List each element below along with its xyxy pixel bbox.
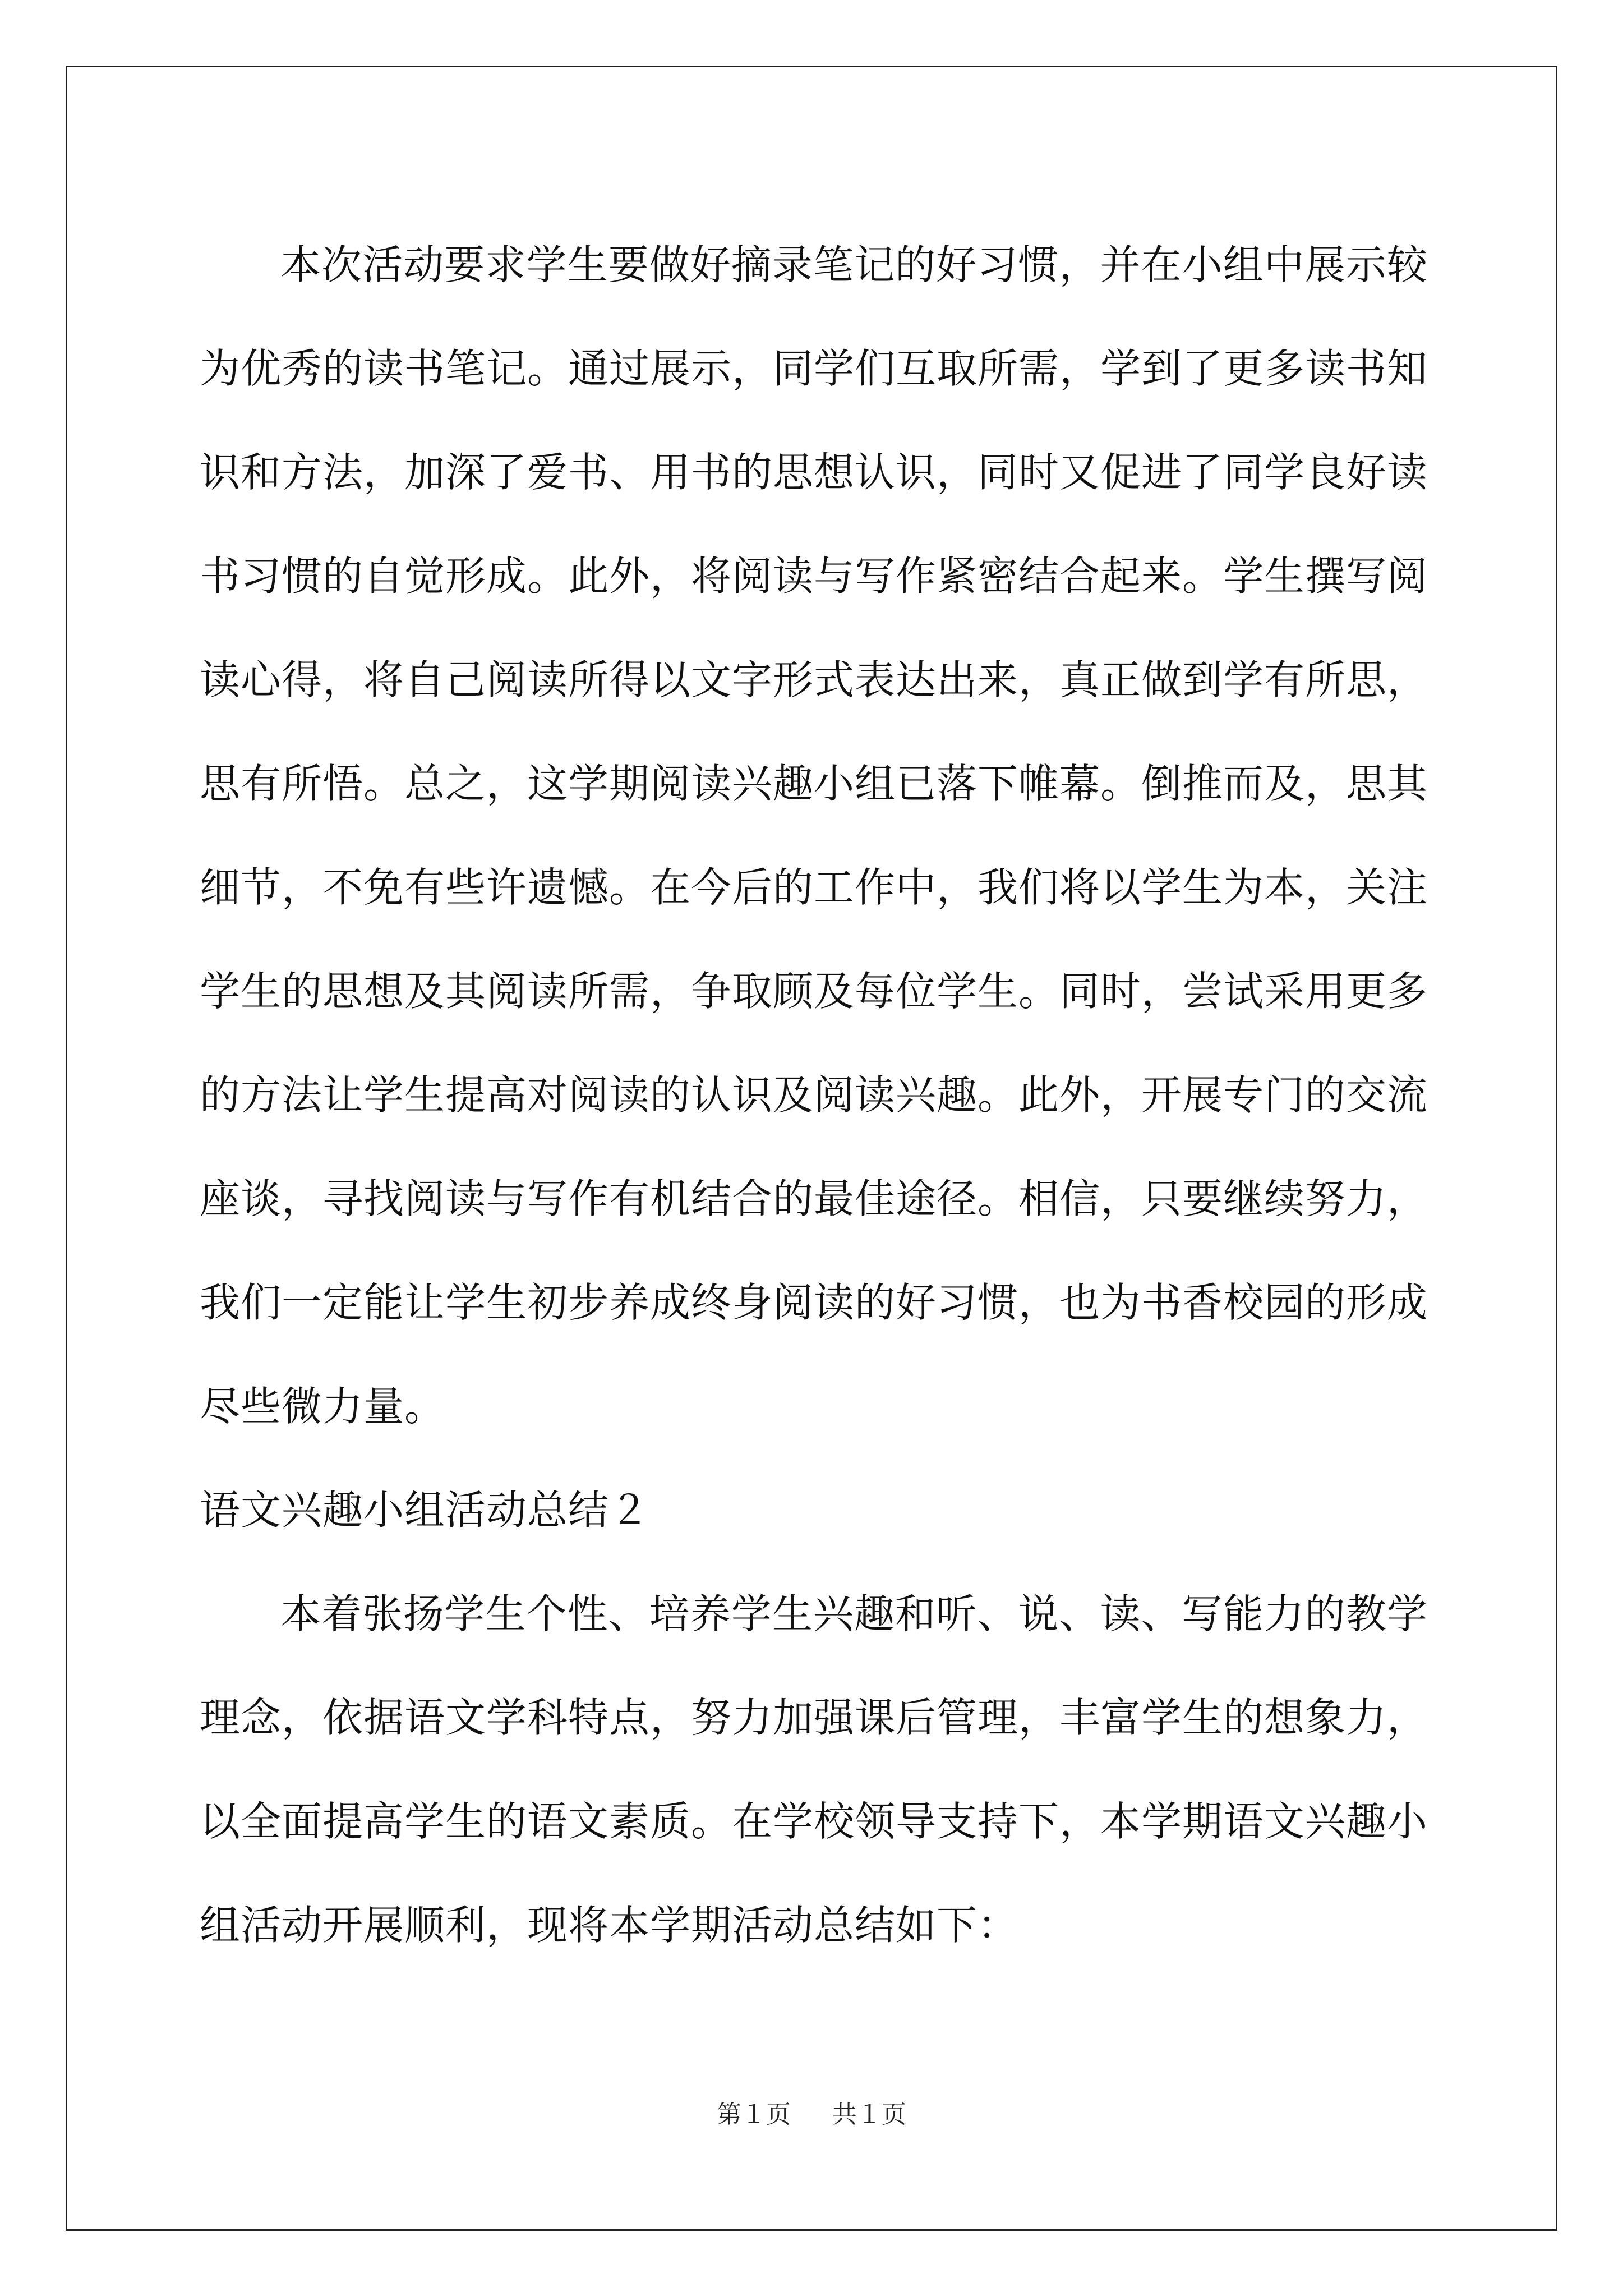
section-heading: 语文兴趣小组活动总结２ [200, 1487, 651, 1534]
page-total: 共１页 [832, 2100, 906, 2129]
page-footer [0, 2098, 1623, 2132]
body-paragraph-2: 本着张扬学生个性、培养学生兴趣和听、说、读、写能力的教学理念，依据语文学科特点，努力加强课后管理，丰富学生的想象力，以全面提高学生的语文素质。在学校领导支持下，本学期语文兴趣小组活动开展顺利，现将本学期活动总结如下： [200, 1590, 1428, 1949]
page-number: 第１页 [717, 2100, 791, 2129]
document-body [200, 213, 1428, 1977]
body-paragraph-1: 本次活动要求学生要做好摘录笔记的好习惯，并在小组中展示较为优秀的读书笔记。通过展示，同学们互取所需，学到了更多读书知识和方法，加深了爱书、用书的思想认识，同时又促进了同学良好读书习惯的自觉形成。此外，将阅读与写作紧密结合起来。学生撰写阅读心得，将自己阅读所得以文字形式表达出来，真正做到学有所思，思有所悟。总之，这学期阅读兴趣小组已落下帷幕。倒推而及，思其细节，不免有些许遗憾。在今后的工作中，我们将以学生为本，关注学生的思想及其阅读所需，争取顾及每位学生。同时，尝试采用更多的方法让学生提高对阅读的认识及阅读兴趣。此外，开展专门的交流座谈，寻找阅读与写作有机结合的最佳途径。相信，只要继续努力，我们一定能让学生初步养成终身阅读的好习惯，也为书香校园的形成尽些微力量。 [200, 241, 1428, 1430]
